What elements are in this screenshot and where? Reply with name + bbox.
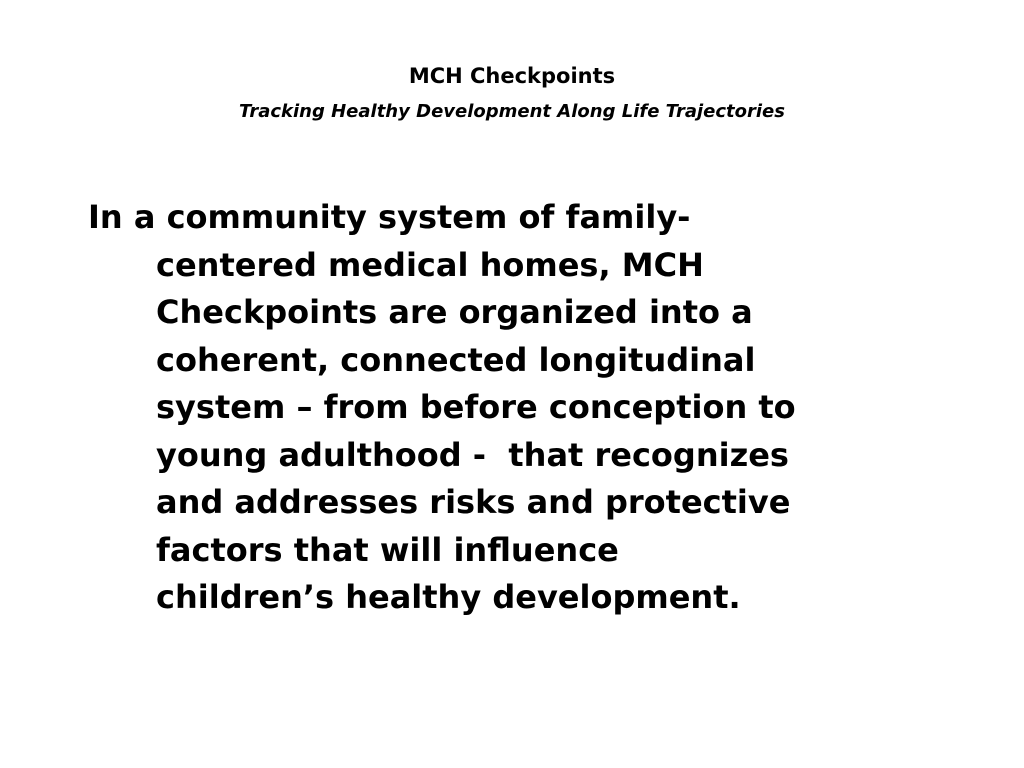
body-line: young adulthood - that recognizes: [156, 435, 789, 474]
slide-subtitle: Tracking Healthy Development Along Life Trajectories: [239, 101, 785, 122]
body-line: system – from before conception to: [156, 388, 796, 426]
slide-title: MCH Checkpoints: [408, 64, 616, 88]
body-paragraph: [88, 194, 968, 622]
body-line: coherent, connected longitudinal: [156, 340, 756, 379]
body-line: In a community system of family-: [88, 198, 691, 236]
body-line: children’s healthy development.: [156, 578, 741, 616]
body-line: factors that will influence: [156, 530, 619, 569]
body-line: centered medical homes, MCH: [156, 245, 704, 284]
body-line: and addresses risks and protective: [156, 483, 791, 521]
body-line: Checkpoints are organized into a: [156, 293, 753, 331]
